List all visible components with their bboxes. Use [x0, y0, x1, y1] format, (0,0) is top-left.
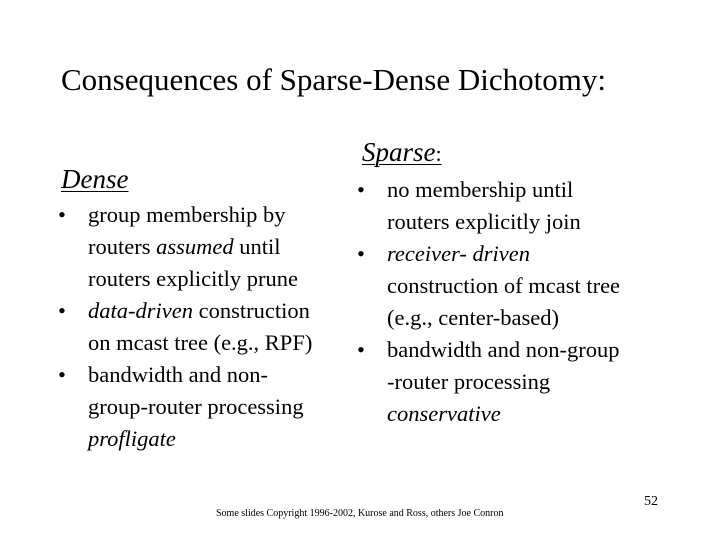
text-run-italic: profligate	[88, 426, 176, 451]
sparse-bullet-membership	[357, 174, 620, 238]
sparse-heading	[362, 136, 442, 170]
bullet-icon: •	[357, 177, 365, 202]
bullet-icon: •	[58, 362, 66, 387]
dense-heading	[61, 163, 128, 195]
text-run: construction	[192, 298, 310, 323]
bullet-line	[88, 359, 312, 391]
bullet-line	[88, 199, 312, 231]
text-run-italic: receiver- driven	[387, 241, 531, 266]
text-run: construction of mcast tree	[387, 273, 621, 298]
bullet-line	[387, 334, 620, 366]
text-run: routers explicitly prune	[88, 266, 298, 291]
text-run: (e.g., center-based)	[387, 305, 559, 330]
text-run-italic: data-driven	[88, 298, 193, 323]
text-run: group membership by	[88, 202, 286, 227]
slide-title: Consequences of Sparse-Dense Dichotomy:	[61, 62, 606, 97]
text-run: group-router processing	[88, 394, 304, 419]
text-run: no membership until	[387, 177, 574, 202]
page-number: 52	[644, 494, 658, 509]
dense-bullet-construction	[58, 295, 312, 359]
bullet-line	[88, 231, 312, 263]
bullet-icon: •	[58, 202, 66, 227]
bullet-line	[88, 327, 312, 359]
dense-bullet-bandwidth	[58, 359, 312, 455]
bullet-icon: •	[357, 241, 365, 266]
bullet-line	[387, 398, 620, 430]
bullet-icon: •	[58, 298, 66, 323]
text-run: routers explicitly join	[387, 209, 581, 234]
bullet-line	[88, 391, 312, 423]
text-run: until	[233, 234, 281, 259]
copyright-footer: Some slides Copyright 1996-2002, Kurose and Ross, others Joe Conron	[216, 508, 504, 519]
bullet-line	[387, 366, 620, 398]
sparse-bullet-construction	[357, 238, 620, 334]
text-run: bandwidth and non-	[88, 362, 268, 387]
sparse-heading-text: Sparse	[362, 137, 436, 167]
sparse-bullet-bandwidth	[357, 334, 620, 430]
text-run: routers	[88, 234, 157, 259]
dense-heading-text: Dense	[61, 164, 129, 194]
bullet-line	[387, 174, 620, 206]
sparse-bullet-list	[357, 174, 620, 430]
dense-bullet-membership	[58, 199, 312, 295]
dense-bullet-list	[58, 199, 312, 455]
bullet-line	[88, 263, 312, 295]
text-run: -router processing	[387, 369, 551, 394]
text-run-italic: conservative	[387, 401, 501, 426]
bullet-line	[387, 206, 620, 238]
bullet-line	[387, 270, 620, 302]
bullet-line	[387, 238, 620, 270]
sparse-heading-colon: :	[435, 141, 442, 166]
text-run: bandwidth and non-group	[387, 337, 620, 362]
bullet-line	[88, 295, 312, 327]
bullet-line	[387, 302, 620, 334]
bullet-icon: •	[357, 337, 365, 362]
bullet-line	[88, 423, 312, 455]
text-run: on mcast tree (e.g., RPF)	[88, 330, 313, 355]
text-run-italic: assumed	[156, 234, 234, 259]
